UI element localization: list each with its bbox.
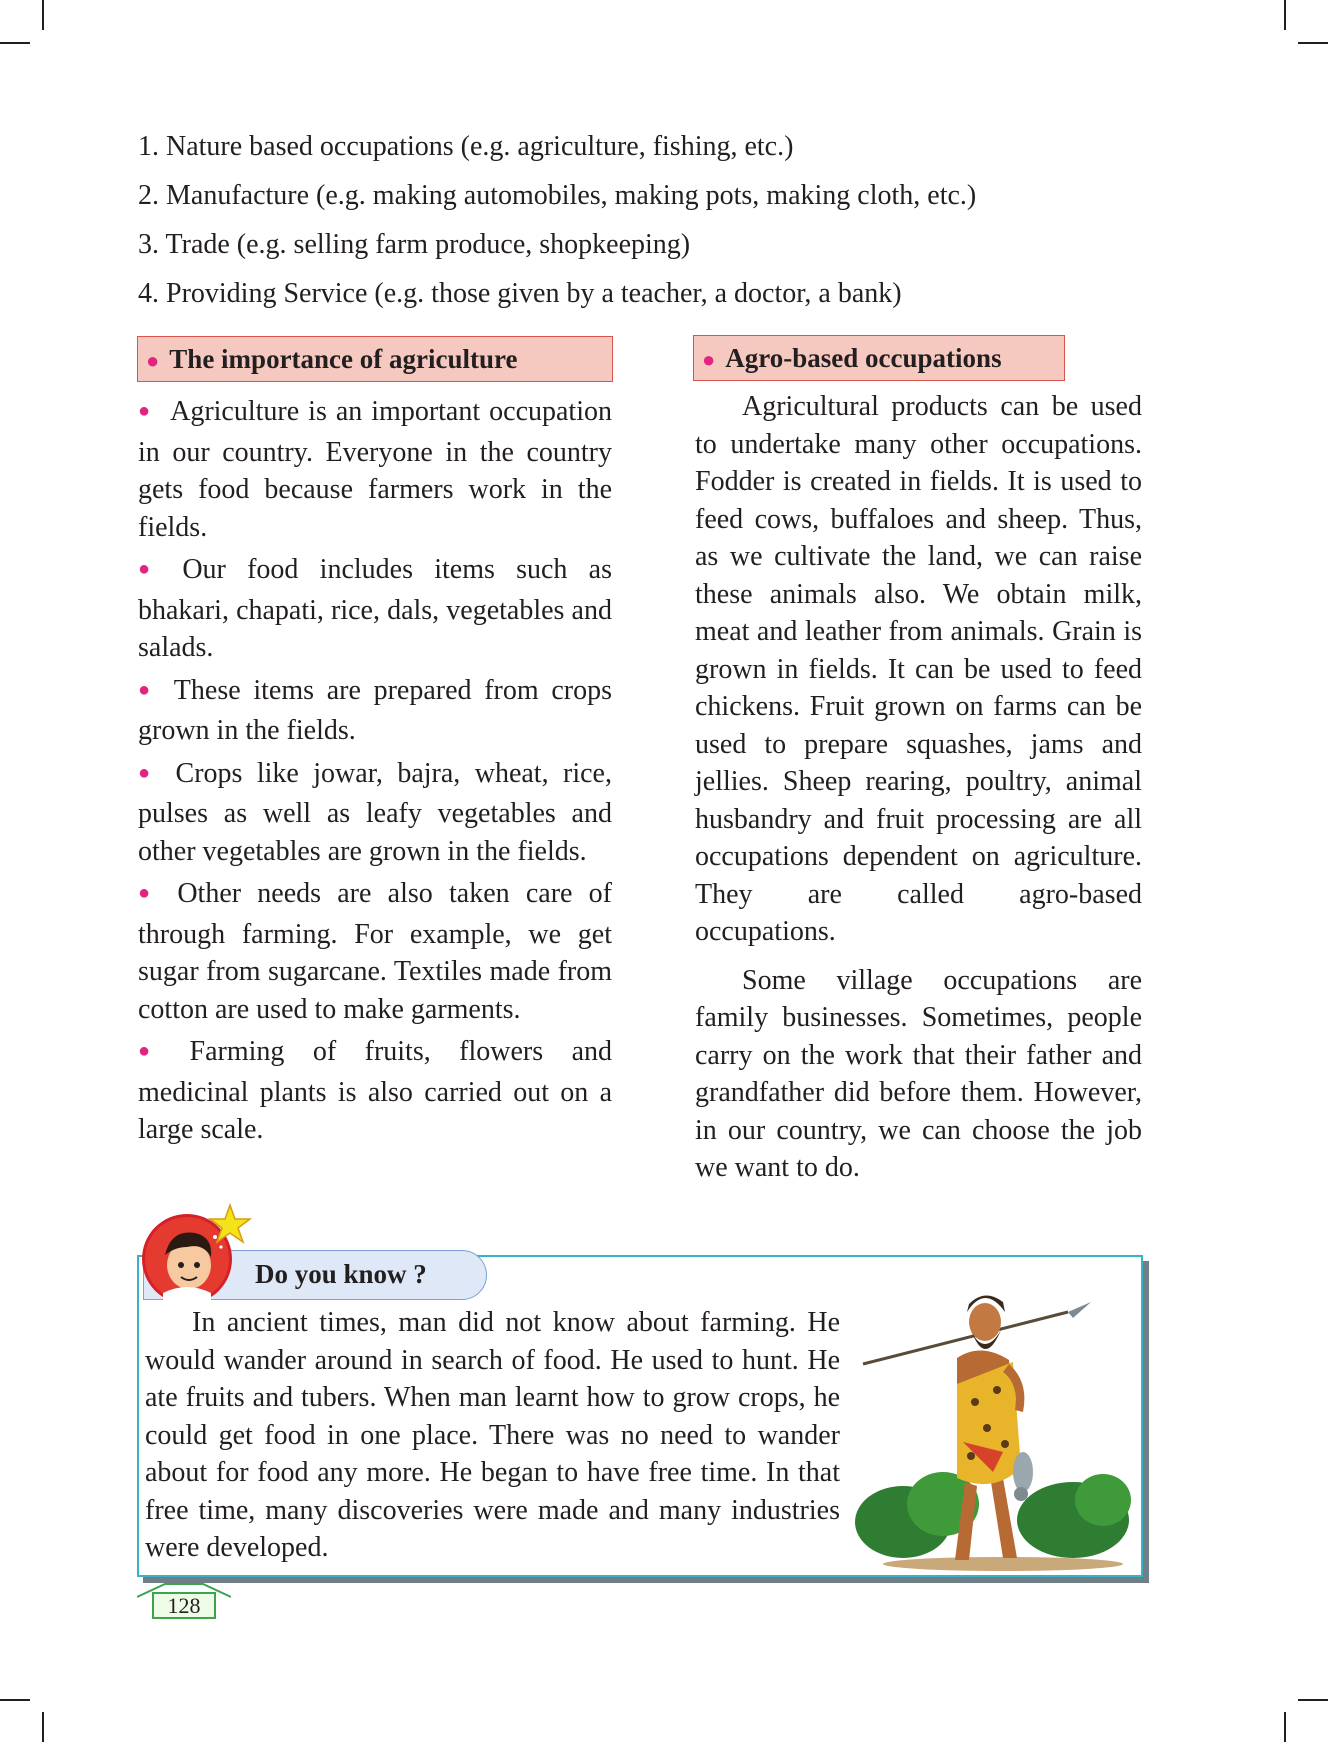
agriculture-heading-text: The importance of agriculture (169, 344, 518, 374)
crop-mark (1298, 42, 1328, 44)
crop-mark (42, 1712, 44, 1742)
crop-mark (42, 0, 44, 30)
bullet-dot-icon: ● (138, 400, 153, 422)
bullet-dot-icon: ● (138, 678, 156, 701)
list-item: ● Our food includes items such as bhakari, chapati, rice, dals, vegetables and salads. (138, 554, 612, 663)
page-number: 128 (152, 1592, 216, 1619)
occupation-type-item: 1. Nature based occupations (e.g. agriculture, fishing, etc.) (138, 131, 794, 162)
list-item: ● Farming of fruits, flowers and medicinal plants is also carried out on a large scale. (138, 1036, 612, 1145)
bullet-dot-icon: ● (702, 347, 716, 372)
paragraph: In ancient times, man did not know about farming. He would wander around in search of food. He used to hunt. He ate fruits and tubers. When man learnt how to grow crops, he could get food in one place. There was no need to wander about for food any more. He began to have free time. In that free time, many discoveries were made and many industries were developed. (145, 1307, 840, 1563)
bullet-dot-icon: ● (138, 882, 160, 904)
occupation-types-list (138, 122, 1138, 318)
crop-mark (1284, 1712, 1286, 1742)
agriculture-points (138, 393, 612, 1154)
paragraph: Some village occupations are family businesses. Sometimes, people carry on the work that their father and grandfather did before them. However, in our country, we can choose the job we want to do. (695, 964, 1142, 1183)
occupation-type-item: 4. Providing Service (e.g. those given by a teacher, a doctor, a bank) (138, 278, 902, 309)
bullet-dot-icon: ● (138, 761, 158, 784)
paragraph: Agricultural products can be used to undertake many other occupations. Fodder is created in fields. It is used to feed cows, buffaloes and sheep. Thus, as we cultivate the land, we can raise these animals also. We obtain milk, meat and leather from animals. Grain is grown in fields. It can be used to feed chickens. Fruit grown on farms can be used to prepare squashes, jams and jellies. Sheep rearing, poultry, animal husbandry and fruit processing are all occupations dependent on agriculture. They are called agro-based occupations. (695, 391, 1142, 947)
do-you-know-title: Do you know ? (143, 1250, 487, 1300)
agro-paragraphs (695, 388, 1142, 1187)
occupation-type-item: 3. Trade (e.g. selling farm produce, shopkeeping) (138, 229, 691, 260)
crop-mark (0, 1699, 30, 1701)
crop-mark (0, 42, 30, 44)
list-item: ● Crops like jowar, bajra, wheat, rice, pulses as well as leafy vegetables and other vegetables are grown in the fields. (138, 757, 612, 867)
bullet-dot-icon: ● (146, 348, 160, 373)
do-you-know-text (145, 1304, 840, 1567)
crop-mark (1284, 0, 1286, 30)
agro-heading (693, 335, 1065, 381)
agro-heading-text: Agro-based occupations (725, 343, 1002, 373)
crop-mark (1298, 1699, 1328, 1701)
occupation-type-item: 2. Manufacture (e.g. making automobiles, making pots, making cloth, etc.) (138, 180, 977, 211)
list-item: ● Other needs are also taken care of through farming. For example, we get sugar from sugarcane. Textiles made from cotton are used to make garments. (138, 878, 612, 1025)
caveman-hunter-illustration (853, 1272, 1133, 1572)
agriculture-heading (137, 336, 613, 382)
list-item: ● These items are prepared from crops grown in the fields. (138, 674, 612, 746)
list-item: ● Agriculture is an important occupation in our country. Everyone in the country gets food because farmers work in the fields. (138, 396, 612, 543)
kid-star-icon (137, 1203, 255, 1305)
bullet-dot-icon: ● (138, 1040, 172, 1062)
bullet-dot-icon: ● (138, 558, 165, 580)
